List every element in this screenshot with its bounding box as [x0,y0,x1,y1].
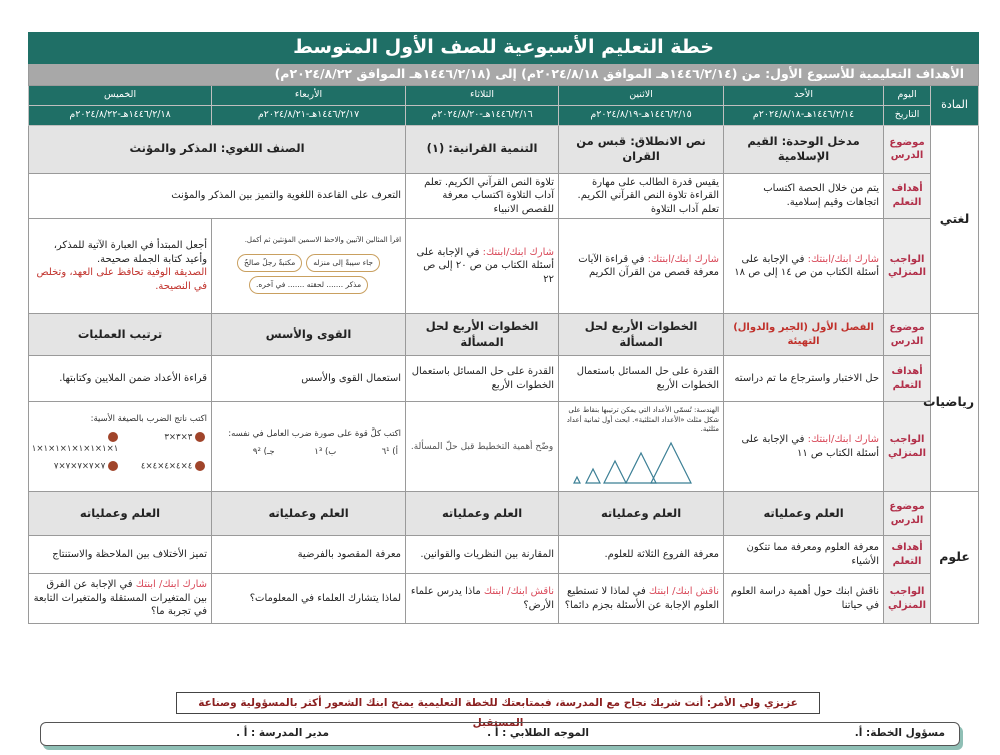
goals-cell [724,356,884,402]
cell-text: ناقش ابنك حول أهمية دراسة العلوم في حياتنا [730,586,880,611]
exercise-item-text: أ) ٦¹ [381,446,398,457]
highlight-prefix: ناقش ابنك/ ابنتك [648,586,720,598]
parent-note: عزيزي ولي الأمر: أنت شريك نجاح مع المدرسة، فبمتابعتك للخطة التعليمية يمنح ابنك الشعور أكثر بالمسؤولية وصناعة المستقبل [176,692,820,714]
topic-cell [559,492,724,536]
topic-row [29,125,979,173]
exercise-item-text: ب) ١³ [314,446,337,457]
highlight-prefix: شارك ابنك/ابنتك: [482,246,555,258]
cell-text: في الإجابة على أسئلة الكتاب من ص ٢٠ إلى ص ٢٢ [416,246,555,285]
homework-cell [724,219,884,314]
date-header: ١٤٤٦/٢/١٤هـ-٢٠٢٤/٨/١٨م [724,105,884,125]
goals-cell [724,536,884,574]
triangle-mark [626,453,656,483]
number-bubble-icon [108,461,118,471]
homework-cell [724,402,884,492]
homework-cell [212,219,406,314]
goals-cell [212,356,406,402]
topic-cell [29,125,406,173]
topic-cell [724,314,884,356]
signature-box [40,722,960,746]
number-bubble-icon [195,432,205,442]
highlight-prefix: شارك ابنك/ ابنتك [135,579,208,591]
topic-cell [212,492,406,536]
exercise-pills [216,252,401,296]
homework-cell [559,574,724,624]
cell-text: نص الانطلاق: قبس من القران [576,133,706,164]
topic-row [29,492,979,536]
topic-cell [724,492,884,536]
highlight-prefix: شارك ابنك/ابنتك: [647,253,720,265]
exercise-items [216,447,401,464]
homework-cell [406,402,559,492]
goals-cell [559,536,724,574]
exercise-item [219,447,275,458]
topic-cell [212,314,406,356]
homework-cell [29,402,212,492]
cell-text: القدرة على حل المسائل باستعمال الخطوات الأربع [411,366,555,391]
subject-header: المادة [931,85,979,125]
goals-cell [559,356,724,402]
exercise-pill: جاء سيبةً إلى منزله [306,254,380,272]
homework-cell [212,402,406,492]
cell-text: في لماذا لا تستطيع العلوم الإجابة عن الأسئلة بجزم دائما؟ [564,586,720,611]
triangle-mark [574,477,580,483]
cell-text: المقارنة بين النظريات والقوانين. [420,548,555,560]
cell-text: حل الاختبار واسترجاع ما تم دراسته [734,372,880,384]
cell-text: تلاوة النص القرآني الكريم. تعلم آداب التلاوة اكتساب معرفة للقصص الانبياء [424,176,555,215]
student-counselor: الموجه الطلابي : أ . [487,727,589,739]
week-subtitle: الأهداف التعليمية للأسبوع الأول: من (١٤٤٦/٢/١٤هـ الموافق ٢٠٢٤/٨/١٨م) إلى (١٤٤٦/٢/١٨هـ الموافق ٢٠٢٤/٨/٢٢م) [29,63,979,85]
date-header: ١٤٤٦/٢/١٥هـ-٢٠٢٤/٨/١٩م [559,105,724,125]
cell-text: ماذا يدرس علماء الأرض؟ [410,586,555,611]
cell-text: قراءة الأعداد ضمن الملايين وكتابتها. [59,372,208,384]
highlight-prefix: شارك ابنك/ابنتك: [807,253,880,265]
homework-row [29,402,979,492]
exercise-caption: اكتب ناتج الضرب بالصيغة الأسية: [90,414,208,425]
goals-cell [724,173,884,219]
cell-text: يتم من خلال الحصة اكتساب اتجاهات وقيم إسلامية. [763,183,880,208]
date-header: ١٤٤٦/٢/١٧هـ-٢٠٢٤/٨/٢١م [212,105,406,125]
exercise-item-text: ٧×٧×٧×٧×٧ [53,461,106,472]
cell-text: في قراءة الآيات معرفة قصص من القرآن الكريم [578,253,720,279]
weekly-plan-table [28,32,979,624]
exercise-item-text: ١×١×١×١×١×١×١×١ [31,443,119,454]
number-bubble-icon [108,432,118,442]
cell-text: في الإجابة على أسئلة الكتاب ص ١١ [741,434,880,459]
topic-cell [29,492,212,536]
homework-cell [406,574,559,624]
triangles-figure [571,437,711,487]
cell-text: الخطوات الأربع لحل المسألة [584,319,698,349]
cell-text: العلم وعملياته [441,505,523,520]
goals-cell [212,536,406,574]
exercise-caption: اكتب كلَّ قوة على صورة ضرب العامل في نفسه: [228,429,402,440]
cell-text: الصنف اللغوي: المذكر والمؤنث [129,141,305,156]
goals-cell [29,173,406,219]
number-bubble-icon [195,461,205,471]
row-label-topic: موضوع الدرس [884,125,931,173]
exercise-item [31,432,119,455]
homework-cell [212,574,406,624]
exercise-item [122,432,206,455]
cell-text: أجعل المبتدأ في العبارة الآتية للمذكر، وأعيد كتابة الجملة صحيحة. [53,240,208,265]
goals-cell [406,173,559,219]
exercise-items [33,432,207,479]
topic-cell [406,492,559,536]
date-header: ١٤٤٦/٢/١٦هـ-٢٠٢٤/٨/٢٠م [406,105,559,125]
row-label-homework: الواجب المنزلي [884,402,931,492]
exercise-caption: اقرأ المثالين الآتيين والاحظ الاسمين المؤنثين ثم أكمل. [244,236,402,245]
exercise-item [122,461,206,473]
exercise-item [35,461,119,473]
cell-text: الفصل الأول (الجبر والدوال) التهيئة [733,322,874,347]
cell-text: يقيس قدرة الطالب على مهارة القراءة تلاوة النص القرآني الكريم. تعلم آداب التلاوة [577,176,720,215]
cell-text: القوى والأسس [265,326,352,341]
cell-text: مدخل الوحدة: القيم الإسلامية [747,133,860,164]
date-header: ١٤٤٦/٢/١٨هـ-٢٠٢٤/٨/٢٢م [29,105,212,125]
cell-text: ترتيب العمليات [77,326,163,341]
exercise-item-text: جـ) ٩² [252,446,275,457]
goals-cell [29,536,212,574]
highlighted-sentence: الصديقة الوفية تحافظ على العهد، وتخلص في النصيحة. [36,267,208,292]
topic-cell [406,125,559,173]
topic-cell [724,125,884,173]
row-label-goals: أهداف التعلم [884,536,931,574]
cell-text: في الإجابة عن الفرق بين المتغيرات المستقلة والمتغيرات التابعة في تجربة ما؟ [33,579,208,618]
cell-text: التعرف على القاعدة اللغوية والتميز بين المذكر والمؤنث [171,190,402,202]
row-label-goals: أهداف التعلم [884,173,931,219]
row-label-topic: موضوع الدرس [884,314,931,356]
exercise-item-text: ٤×٤×٤×٤×٤ [140,461,193,472]
school-principal: مدير المدرسة : أ . [236,727,329,739]
cell-text: العلم وعملياته [79,505,161,520]
highlight-prefix: شارك ابنك/ابنتك: [807,434,880,446]
homework-cell [559,402,724,492]
cell-text: تميز الأختلاف بين الملاحظة والاستنتاج [52,548,208,560]
homework-cell [29,219,212,314]
cell-text: الخطوات الأربع لحل المسألة [425,319,539,349]
homework-row [29,219,979,314]
row-label-topic: موضوع الدرس [884,492,931,536]
day-header: الثلاثاء [406,85,559,105]
exercise-image [563,406,719,486]
exercise-image [33,414,207,479]
row-label-homework: الواجب المنزلي [884,574,931,624]
subject-name: لغتي [931,125,979,314]
cell-text: العلم وعملياته [600,505,682,520]
cell-text: لماذا يتشارك العلماء في المعلومات؟ [249,592,402,604]
day-header: الخميس [29,85,212,105]
cell-text: معرفة المقصود بالفرضية [297,548,402,560]
exercise-item-text: ٣×٣×٣ [164,432,193,443]
day-header: الأحد [724,85,884,105]
exercise-caption: الهندسة: تُسمّى الأعداد التي يمكن ترتيبها بنقاط على شكل مثلث «الأعداد المثلثية». ابحث أول ثمانية أعداد مثلثية. [566,406,720,434]
topic-cell [559,314,724,356]
goals-row [29,536,979,574]
cell-text: وضّح أهمية التخطيط قبل حلّ المسألة. [410,441,554,452]
triangle-mark [651,443,691,483]
exercise-image [216,236,401,296]
exercise-pill: مكتبةٌ رجلٌ صالحٌ [237,254,302,272]
goals-cell [29,356,212,402]
topic-row [29,314,979,356]
topic-cell [559,125,724,173]
goals-cell [406,536,559,574]
exercise-pill: مذكر ....... لحقته ....... في آخره. [249,276,368,294]
row-label-goals: أهداف التعلم [884,356,931,402]
homework-row [29,574,979,624]
date-label: التاريخ [884,105,931,125]
exercise-item [342,447,398,458]
page-title: خطة التعليم الأسبوعية للصف الأول المتوسط [29,33,979,64]
homework-cell [724,574,884,624]
goals-row [29,173,979,219]
cell-text: استعمال القوى والأسس [301,372,402,384]
row-label-homework: الواجب المنزلي [884,219,931,314]
plan-owner: مسؤول الخطة: أ. [854,727,945,739]
topic-cell [406,314,559,356]
day-header: الأربعاء [212,85,406,105]
day-header: الاثنين [559,85,724,105]
subject-name: رياضيات [931,314,979,492]
cell-text: العلم وعملياته [763,505,844,520]
day-label: اليوم [884,85,931,105]
homework-cell [559,219,724,314]
goals-row [29,356,979,402]
cell-text: التنمية القرانية: (١) [426,141,538,156]
cell-text: القدرة على حل المسائل باستعمال الخطوات الأربع [576,366,720,391]
goals-cell [559,173,724,219]
triangle-mark [604,461,626,483]
highlight-prefix: ناقش ابنك/ ابنتك [483,586,555,598]
homework-cell [29,574,212,624]
subject-name: علوم [931,492,979,624]
cell-text: في الإجابة على أسئلة الكتاب من ص ١٤ إلى ص ١٨ [734,253,880,279]
cell-text: معرفة الفروع الثلاثة للعلوم. [604,548,720,560]
homework-cell [406,219,559,314]
cell-text: معرفة العلوم ومعرفة مما تتكون الأشياء [746,542,880,567]
cell-text: العلم وعملياته [268,505,349,520]
exercise-item [281,447,337,458]
topic-cell [29,314,212,356]
triangle-mark [586,469,600,483]
goals-cell [406,356,559,402]
exercise-image [216,429,401,464]
